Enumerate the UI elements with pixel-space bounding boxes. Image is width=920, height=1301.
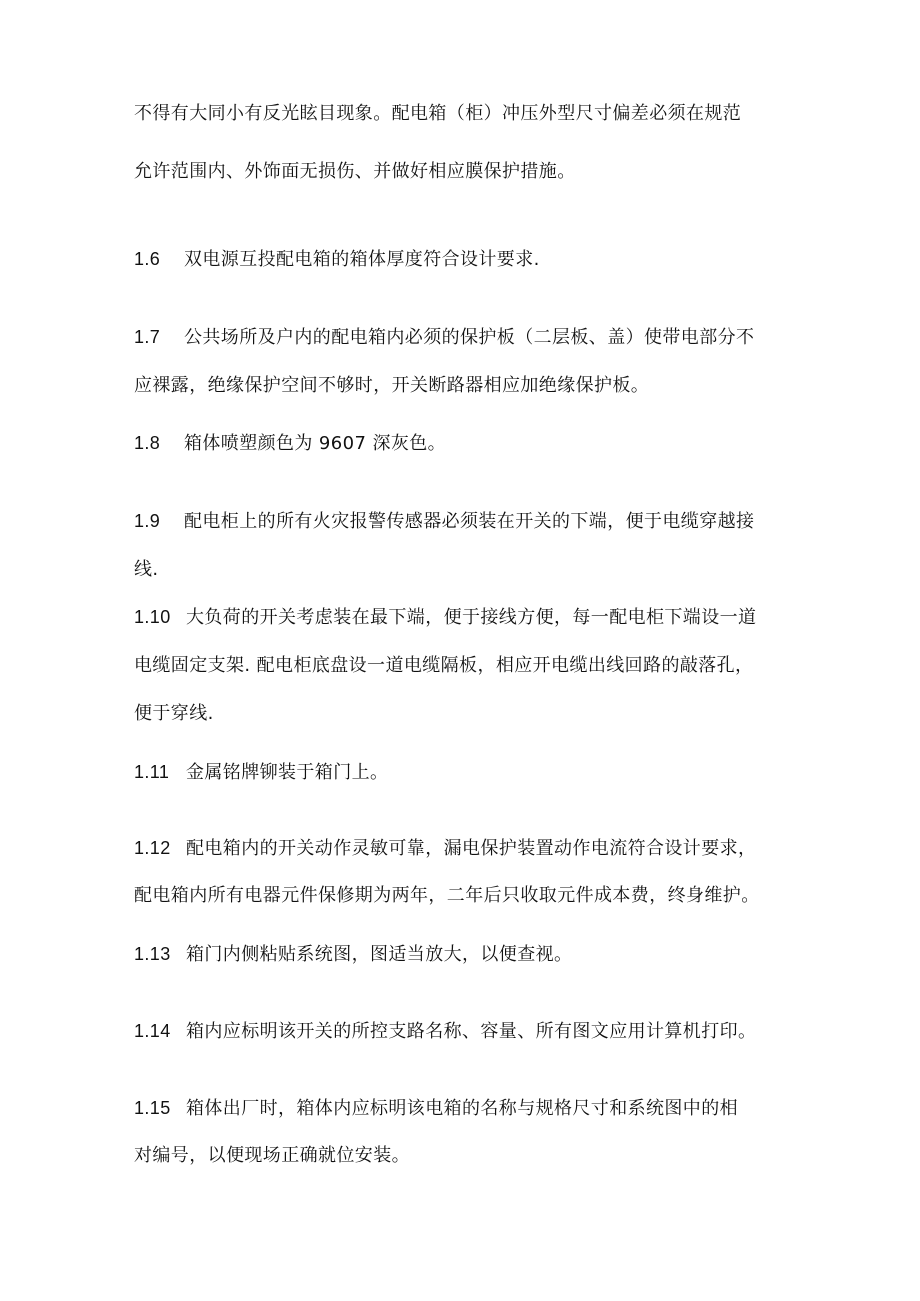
clause-1-6 [134,247,540,272]
clause-text: 配电柜上的所有火灾报警传感器必须装在开关的下端，便于电缆穿越接 [184,511,755,532]
clause-text: 金属铭牌铆装于箱门上。 [186,762,389,783]
clause-1-10 [134,605,756,630]
clause-number: 1.14 [134,1021,171,1041]
paragraph-line [134,102,741,126]
clause-1-15 [134,1096,738,1121]
clause-text: 配电箱内所有电器元件保修期为两年，二年后只收取元件成本费，终身维护。 [134,885,760,906]
clause-text: 对编号，以便现场正确就位安装。 [134,1145,410,1166]
clause-number: 1.12 [134,838,171,858]
clause-1-7 [134,325,754,350]
clause-1-13 [134,942,572,967]
clause-1-14 [134,1019,756,1044]
paragraph-text: 允许范围内、外饰面无损伤、并做好相应膜保护措施。 [134,161,576,182]
paragraph-line [134,160,576,184]
clause-1-11 [134,760,388,785]
clause-text: 箱内应标明该开关的所控支路名称、容量、所有图文应用计算机打印。 [186,1021,757,1042]
clause-text: 应裸露，绝缘保护空间不够时，开关断路器相应加绝缘保护板。 [134,375,650,396]
clause-number: 1.9 [134,511,161,531]
clause-text: 公共场所及户内的配电箱内必须的保护板（二层板、盖）使带电部分不 [184,327,755,348]
clause-text: 电缆固定支架. 配电柜底盘设一道电缆隔板，相应开电缆出线回路的敲落孔， [134,655,754,676]
clause-number: 1.7 [134,327,161,347]
clause-1-12-line-2 [134,884,760,908]
clause-number: 1.6 [134,249,161,269]
clause-text: 线. [134,559,159,580]
clause-1-8 [134,431,446,456]
clause-1-9 [134,509,754,534]
clause-text: 大负荷的开关考虑装在最下端，便于接线方便，每一配电柜下端设一道 [186,607,757,628]
clause-text: 便于穿线. [134,703,214,724]
clause-text: 箱体喷塑颜色为 9607 深灰色。 [184,433,447,454]
clause-number: 1.11 [134,762,170,782]
clause-1-12 [134,836,756,861]
clause-1-9-line-2 [134,558,159,582]
clause-text: 配电箱内的开关动作灵敏可靠，漏电保护装置动作电流符合设计要求， [186,838,757,859]
clause-text: 箱体出厂时，箱体内应标明该电箱的名称与规格尺寸和系统图中的相 [186,1098,738,1119]
clause-1-7-line-2 [134,374,649,398]
paragraph-text: 不得有大同小有反光眩目现象。配电箱（柜）冲压外型尺寸偏差必须在规范 [134,103,742,124]
clause-text: 箱门内侧粘贴系统图，图适当放大，以便查视。 [186,944,573,965]
clause-number: 1.15 [134,1098,171,1118]
clause-1-10-line-2 [134,654,753,678]
clause-number: 1.8 [134,433,161,453]
clause-1-15-line-2 [134,1144,410,1168]
clause-number: 1.10 [134,607,171,627]
clause-text: 双电源互投配电箱的箱体厚度符合设计要求. [184,249,540,270]
clause-number: 1.13 [134,944,171,964]
clause-1-10-line-3 [134,702,214,726]
